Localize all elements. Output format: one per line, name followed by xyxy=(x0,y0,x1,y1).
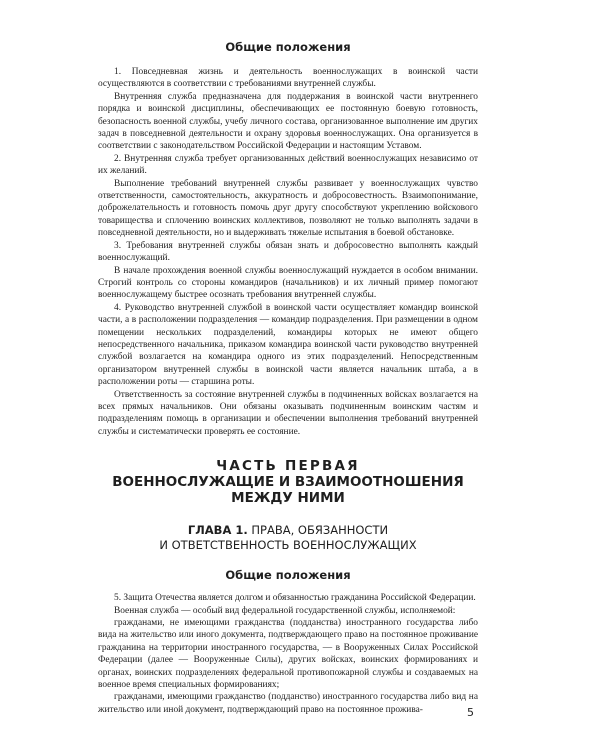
section-heading: Общие положения xyxy=(225,568,351,583)
paragraph: 4. Руководство внутренней службой в воинской части осуществляет командир воинской части, а в расположении подразделения — командир подразделения. При размещении в одном помещении нескольких подразделений, командиры которых не имеют общего непосредственного начальника, приказом командира воинской части руководство внутренней службой возлагается на командира одного из этих подразделений. Непосредственным организатором внутренней службы в воинской части является начальник штаба, а в расположении роты — старшина роты. xyxy=(98,302,478,388)
section-heading: Общие положения xyxy=(225,40,351,54)
paragraph: Выполнение требований внутренней службы развивает у военнослужащих чувство ответственности, самостоятельность, аккуратность и добросовестность. Взаимопонимание, доброжелательность и готовность помочь друг другу способствуют укреплению войскового товарищества и сплочению воинских коллективов, позволяют не только выполнять задачи в повседневной деятельности, но и выдерживать тяжелые испытания в боевой обстановке. xyxy=(98,178,478,239)
chapter-title-line xyxy=(98,523,478,538)
chapter-title xyxy=(98,523,478,553)
paragraph: Ответственность за состояние внутренней службы в подчиненных войсках возлагается на всех прямых начальников. Они обязаны оказывать подчиненным воинским частям и подразделениям помощь в организации и обеспечении выполнения требований внутренней службы и систематически проверять ее состояние. xyxy=(98,389,478,437)
chapter-title-line: И ОТВЕТСТВЕННОСТЬ ВОЕННОСЛУЖАЩИХ xyxy=(159,538,417,553)
paragraph: 5. Защита Отечества является долгом и обязанностью гражданина Российской Федерации. xyxy=(114,593,476,604)
paragraph: гражданами, имеющими гражданство (подданство) иностранного государства либо вид на жительство или иной документ, подтверждающий право на постоянное прожива- xyxy=(98,692,478,715)
paragraph: В начале прохождения военной службы военнослужащий нуждается в особом внимании. Строгий контроль со стороны командиров (начальников) и их личный пример помогают военнослужащему быстрее осознать требования внутренней службы. xyxy=(98,265,478,301)
page-number: 5 xyxy=(467,706,474,719)
chapter-label: ГЛАВА 1. xyxy=(187,523,248,538)
page-content xyxy=(98,40,478,716)
paragraph: 3. Требования внутренней службы обязан знать и добросовестно выполнять каждый военнослужащий. xyxy=(98,240,478,264)
part-title xyxy=(98,458,478,506)
paragraph: 1. Повседневная жизнь и деятельность военнослужащих в воинской части осуществляются в соответствии с требованиями внутренней службы. xyxy=(98,67,478,90)
paragraph: 2. Внутренняя служба требует организованных действий военнослужащих независимо от их желаний. xyxy=(98,153,478,177)
part-number: ЧАСТЬ ПЕРВАЯ xyxy=(216,458,360,475)
chapter-title-text: ПРАВА, ОБЯЗАННОСТИ xyxy=(247,523,389,538)
part-title-line: МЕЖДУ НИМИ xyxy=(231,490,345,507)
part-title-line: ВОЕННОСЛУЖАЩИЕ И ВЗАИМООТНОШЕНИЯ xyxy=(112,474,464,491)
paragraph: Военная служба — особый вид федеральной государственной службы, исполняемой: xyxy=(114,605,456,616)
paragraph: Внутренняя служба предназначена для поддержания в воинской части внутреннего порядка и воинской дисциплины, обеспечивающих ее постоянную боевую готовность, безопасность военной службы, учебу личного состава, организованное выполнение им других задач в повседневной деятельности и охрану здоровья военнослужащих. Она организуется в соответствии с законодательством Российской Федерации и настоящим Уставом. xyxy=(98,91,478,152)
paragraph: гражданами, не имеющими гражданства (подданства) иностранного государства либо вида на жительство или иного документа, подтверждающего право на постоянное проживание гражданина на территории иностранного государства, — в Вооруженных Силах Российской Федерации (далее — Вооруженные Силы), других войсках, воинских формированиях и органах, воинских подразделениях федеральной противопожарной службы и создаваемых на военное время специальных формированиях; xyxy=(98,618,478,691)
